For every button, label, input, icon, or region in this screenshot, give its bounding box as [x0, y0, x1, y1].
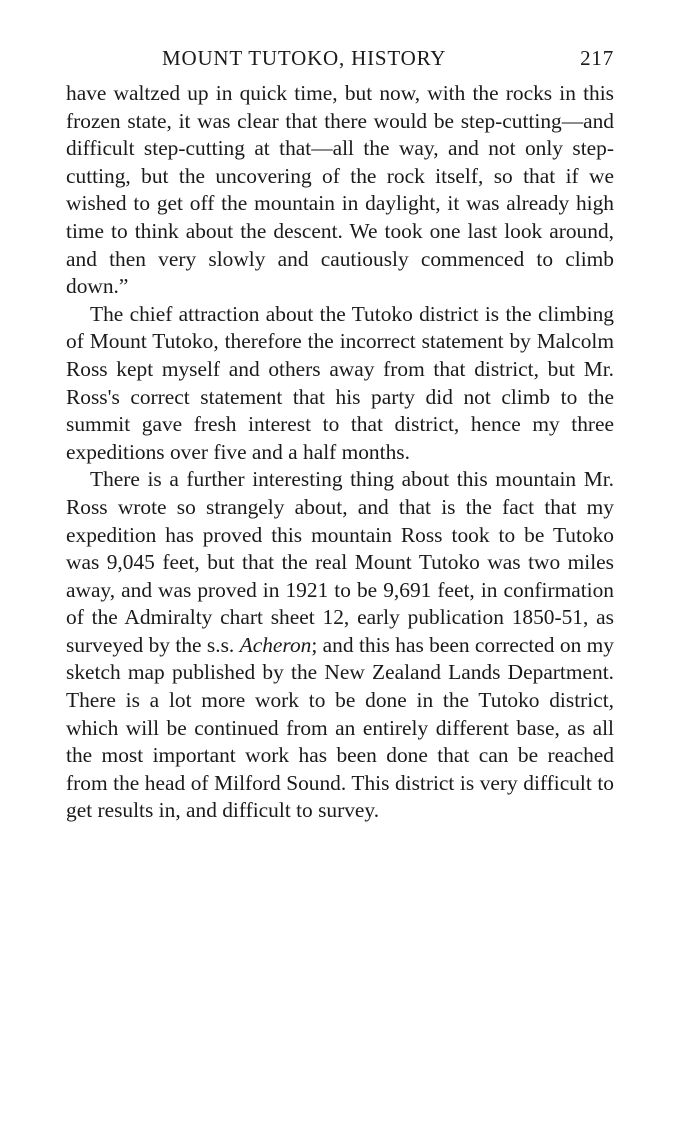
paragraph-text-before-ship: There is a further interesting thing about this mountain Mr. Ross wrote so strangely about, and that is the fact that my expedition has proved this mountain Ross took to be Tutoko was 9,045 feet, but that the real Mount Tutoko was two miles away, and was proved in 1921 to be 9,691 feet, in confirmation of the Admiralty chart sheet 12, early publication 1850-51, as surveyed by the s.s. [66, 467, 614, 657]
running-title: MOUNT TUTOKO, HISTORY [162, 46, 447, 70]
running-head [66, 46, 614, 80]
paragraph-mountain-survey [66, 466, 614, 825]
page-number: 217 [580, 46, 614, 70]
paragraph-tutoko-attraction: The chief attraction about the Tutoko district is the climbing of Mount Tutoko, therefore the incorrect statement by Malcolm Ross kept myself and others away from that district, but Mr. Ross's correct statement that his party did not climb to the summit gave fresh interest to that district, hence my three expeditions over five and a half months. [66, 301, 614, 464]
body-text [66, 80, 614, 825]
ship-name: Acheron [239, 632, 312, 657]
book-page [66, 46, 614, 825]
paragraph-continuation: have waltzed up in quick time, but now, with the rocks in this frozen state, it was clear that there would be step-cutting—and difficult step-cutting at that—all the way, and not only step-cutting, but the uncovering of the rock itself, so that if we wished to get off the mountain in daylight, it was already high time to think about the descent. We took one last look around, and then very slowly and cautiously commenced to climb down.” [66, 81, 614, 299]
paragraph-text-after-ship: ; and this has been corrected on my sketch map published by the New Zealand Lands Department. There is a lot more work to be done in the Tutoko district, which will be continued from an entirely different base, as all the most important work has been done that can be reached from the head of Milford Sound. This district is very difficult to get results in, and difficult to survey. [66, 632, 615, 823]
